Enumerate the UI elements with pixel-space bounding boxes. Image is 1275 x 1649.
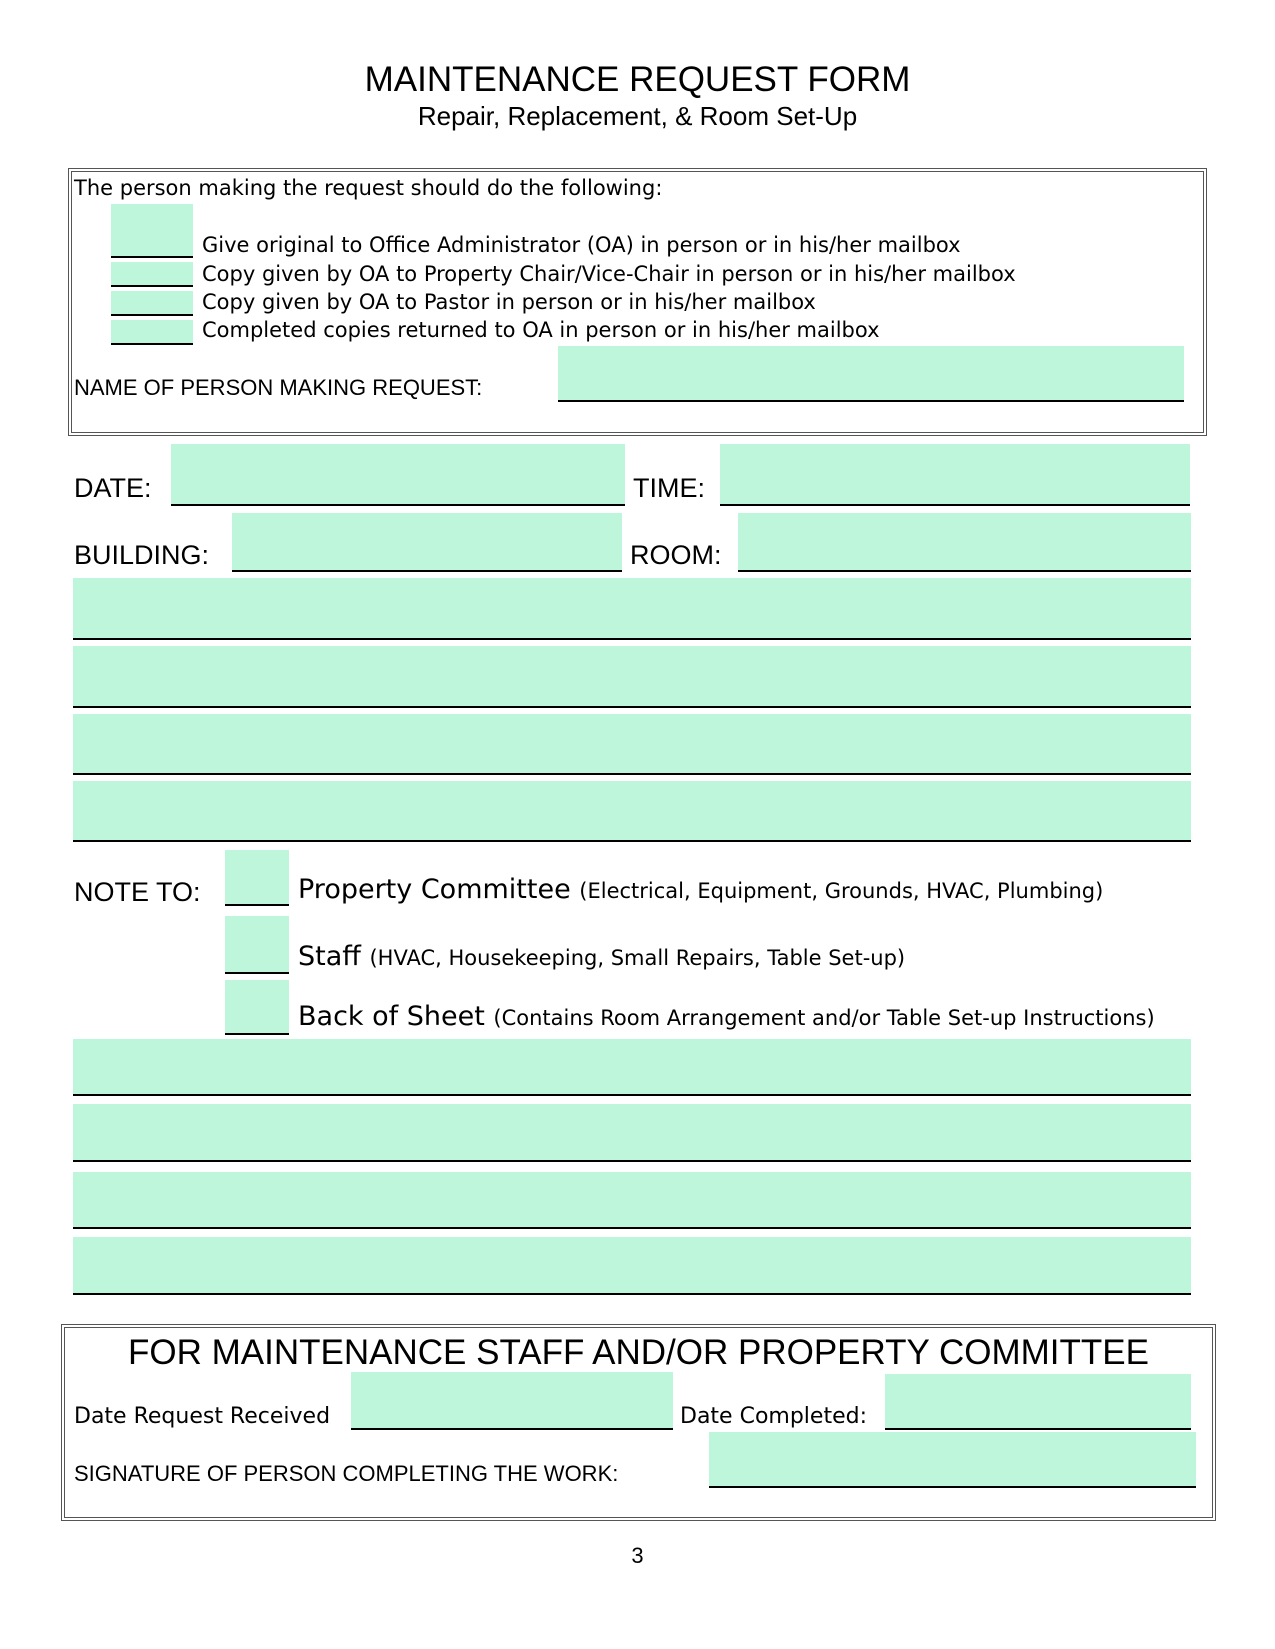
room-label: ROOM: bbox=[630, 540, 722, 570]
date-input[interactable] bbox=[171, 444, 625, 506]
note-line-3[interactable] bbox=[73, 1172, 1191, 1229]
date-received-label: Date Request Received bbox=[74, 1404, 331, 1429]
step-3-label: Copy given by OA to Pastor in person or in his/her mailbox bbox=[202, 290, 816, 314]
property-committee-name: Property Committee bbox=[298, 874, 571, 905]
signature-label: SIGNATURE OF PERSON COMPLETING THE WORK: bbox=[74, 1461, 619, 1486]
building-label: BUILDING: bbox=[74, 540, 210, 570]
form-subtitle: Repair, Replacement, & Room Set-Up bbox=[417, 101, 858, 131]
back-of-sheet-option bbox=[298, 1001, 1155, 1032]
building-input[interactable] bbox=[232, 513, 622, 572]
step-4-label: Completed copies returned to OA in person or in his/her mailbox bbox=[202, 318, 880, 342]
description-line-1[interactable] bbox=[73, 578, 1191, 640]
date-completed-label: Date Completed: bbox=[680, 1404, 867, 1429]
time-input[interactable] bbox=[720, 444, 1190, 506]
room-input[interactable] bbox=[738, 513, 1191, 572]
note-to-label: NOTE TO: bbox=[74, 877, 201, 907]
page-number: 3 bbox=[631, 1543, 644, 1568]
step-1-checkbox[interactable] bbox=[111, 204, 193, 258]
step-3-checkbox[interactable] bbox=[111, 291, 193, 316]
maintenance-heading: FOR MAINTENANCE STAFF AND/OR PROPERTY COMMITTEE bbox=[128, 1333, 1149, 1372]
note-line-4[interactable] bbox=[73, 1237, 1191, 1295]
property-committee-option bbox=[298, 874, 1103, 905]
note-line-2[interactable] bbox=[73, 1104, 1191, 1162]
requester-name-label: NAME OF PERSON MAKING REQUEST: bbox=[74, 375, 483, 400]
back-of-sheet-checkbox[interactable] bbox=[225, 980, 289, 1035]
step-2-label: Copy given by OA to Property Chair/Vice-Chair in person or in his/her mailbox bbox=[202, 262, 1016, 286]
staff-detail: (HVAC, Housekeeping, Small Repairs, Table Set-up) bbox=[369, 946, 906, 970]
staff-option bbox=[298, 941, 905, 972]
description-line-2[interactable] bbox=[73, 646, 1191, 708]
back-of-sheet-detail: (Contains Room Arrangement and/or Table Set-up Instructions) bbox=[493, 1006, 1155, 1030]
property-committee-detail: (Electrical, Equipment, Grounds, HVAC, Plumbing) bbox=[579, 879, 1104, 903]
step-2-checkbox[interactable] bbox=[111, 262, 193, 287]
description-line-3[interactable] bbox=[73, 714, 1191, 775]
step-4-checkbox[interactable] bbox=[111, 320, 193, 345]
staff-checkbox[interactable] bbox=[225, 916, 289, 974]
back-of-sheet-name: Back of Sheet bbox=[298, 1001, 485, 1032]
form-title: MAINTENANCE REQUEST FORM bbox=[364, 60, 911, 99]
step-1-label: Give original to Office Administrator (OA) in person or in his/her mailbox bbox=[202, 233, 961, 257]
time-label: TIME: bbox=[633, 473, 705, 503]
date-completed-input[interactable] bbox=[885, 1374, 1191, 1430]
description-line-4[interactable] bbox=[73, 781, 1191, 842]
property-committee-checkbox[interactable] bbox=[225, 850, 289, 906]
note-line-1[interactable] bbox=[73, 1039, 1191, 1096]
instructions-intro: The person making the request should do the following: bbox=[74, 176, 663, 200]
staff-name: Staff bbox=[298, 941, 361, 972]
requester-name-input[interactable] bbox=[558, 346, 1184, 402]
date-label: DATE: bbox=[74, 473, 152, 503]
date-received-input[interactable] bbox=[351, 1372, 673, 1430]
signature-input[interactable] bbox=[709, 1432, 1196, 1488]
